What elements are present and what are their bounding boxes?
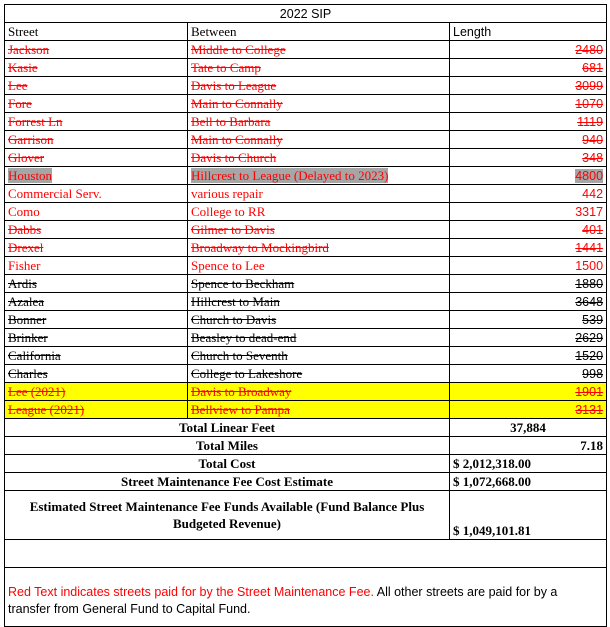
street-cell: Lee (2021): [5, 383, 188, 401]
street-cell: League (2021): [5, 401, 188, 419]
total-miles-label: Total Miles: [5, 437, 450, 455]
between-cell: Davis to Church: [188, 149, 450, 167]
between-cell: Main to Connally: [188, 95, 450, 113]
gray-highlight: 4800: [575, 168, 604, 183]
table-row: [5, 275, 607, 293]
sheet-title: 2022 SIP: [5, 5, 607, 23]
smf-estimate-value: $ 1,072,668.00: [450, 473, 607, 491]
between-cell: Davis to League: [188, 77, 450, 95]
length-cell: 1520: [450, 347, 607, 365]
total-miles-value: 7.18: [450, 437, 607, 455]
length-cell: 3648: [450, 293, 607, 311]
table-row: [5, 131, 607, 149]
table-row: [5, 95, 607, 113]
table-row: [5, 293, 607, 311]
length-cell: 998: [450, 365, 607, 383]
smf-estimate-label: Street Maintenance Fee Cost Estimate: [5, 473, 450, 491]
blank-cell: [188, 540, 450, 568]
length-cell: 401: [450, 221, 607, 239]
street-cell: Glover: [5, 149, 188, 167]
between-cell: Broadway to Mockingbird: [188, 239, 450, 257]
total-cost-label: Total Cost: [5, 455, 450, 473]
total-linear-feet-value: 37,884: [450, 419, 607, 437]
street-cell: Azalea: [5, 293, 188, 311]
length-cell: 2480: [450, 41, 607, 59]
total-cost-row: [5, 455, 607, 473]
between-cell: Tate to Camp: [188, 59, 450, 77]
funds-available-value: $ 1,049,101.81: [450, 491, 607, 540]
gray-highlight: Hillcrest to League (Delayed to 2023): [191, 167, 389, 183]
total-cost-value: $ 2,012,318.00: [450, 455, 607, 473]
between-cell: Church to Seventh: [188, 347, 450, 365]
street-cell: Ardis: [5, 275, 188, 293]
between-cell: Davis to Broadway: [188, 383, 450, 401]
between-cell: Bell to Barbara: [188, 113, 450, 131]
between-cell: Spence to Lee: [188, 257, 450, 275]
length-cell: 539: [450, 311, 607, 329]
between-cell: Beasley to dead-end: [188, 329, 450, 347]
street-cell: Commercial Serv.: [5, 185, 188, 203]
smf-estimate-row: [5, 473, 607, 491]
length-cell: 1070: [450, 95, 607, 113]
header-length: Length: [450, 23, 607, 41]
header-street: Street: [5, 23, 188, 41]
total-miles-row: [5, 437, 607, 455]
table-row: [5, 113, 607, 131]
length-cell: 681: [450, 59, 607, 77]
street-cell: Kasie: [5, 59, 188, 77]
between-cell: Bellview to Pampa: [188, 401, 450, 419]
table-row: [5, 365, 607, 383]
street-cell: Jackson: [5, 41, 188, 59]
table-row: [5, 311, 607, 329]
street-cell: Charles: [5, 365, 188, 383]
length-cell: 1901: [450, 383, 607, 401]
header-row: [5, 23, 607, 41]
street-cell: Drexel: [5, 239, 188, 257]
length-cell: 3131: [450, 401, 607, 419]
total-linear-feet-label: Total Linear Feet: [5, 419, 450, 437]
street-cell: Como: [5, 203, 188, 221]
footnote: [5, 568, 607, 627]
blank-row: [5, 540, 607, 568]
length-cell: 940: [450, 131, 607, 149]
table-row: [5, 221, 607, 239]
header-between: Between: [188, 23, 450, 41]
between-cell: College to RR: [188, 203, 450, 221]
table-row: [5, 203, 607, 221]
table-row: [5, 257, 607, 275]
between-cell: Church to Davis: [188, 311, 450, 329]
street-cell: Garrison: [5, 131, 188, 149]
street-cell: Lee: [5, 77, 188, 95]
street-cell: Dabbs: [5, 221, 188, 239]
total-linear-feet-row: [5, 419, 607, 437]
between-cell: Gilmer to Davis: [188, 221, 450, 239]
blank-cell: [5, 540, 188, 568]
length-cell: 1119: [450, 113, 607, 131]
table-row: [5, 329, 607, 347]
table-row: [5, 383, 607, 401]
length-cell: 442: [450, 185, 607, 203]
between-cell: Middle to College: [188, 41, 450, 59]
table-row: [5, 167, 607, 185]
between-cell: [188, 167, 450, 185]
sip-table: [4, 4, 607, 627]
street-cell: [5, 167, 188, 185]
between-cell: Spence to Beckham: [188, 275, 450, 293]
length-cell: [450, 167, 607, 185]
length-cell: 1500: [450, 257, 607, 275]
between-cell: various repair: [188, 185, 450, 203]
street-cell: Bonner: [5, 311, 188, 329]
between-cell: College to Lakeshore: [188, 365, 450, 383]
table-row: [5, 149, 607, 167]
length-cell: 348: [450, 149, 607, 167]
table-row: [5, 347, 607, 365]
street-cell: California: [5, 347, 188, 365]
table-row: [5, 77, 607, 95]
between-cell: Main to Connally: [188, 131, 450, 149]
length-cell: 3317: [450, 203, 607, 221]
length-cell: 2629: [450, 329, 607, 347]
length-cell: 1441: [450, 239, 607, 257]
table-row: [5, 59, 607, 77]
length-cell: 3099: [450, 77, 607, 95]
table-row: [5, 41, 607, 59]
street-cell: Fisher: [5, 257, 188, 275]
table-row: [5, 239, 607, 257]
length-cell: 1880: [450, 275, 607, 293]
footnote-red-text: Red Text indicates streets paid for by the Street Maintenance Fee.: [8, 585, 374, 599]
gray-highlight: Houston: [8, 167, 53, 183]
street-cell: Brinker: [5, 329, 188, 347]
funds-available-row: [5, 491, 607, 540]
street-cell: Fore: [5, 95, 188, 113]
title-row: [5, 5, 607, 23]
between-cell: Hillcrest to Main: [188, 293, 450, 311]
table-row: [5, 401, 607, 419]
street-cell: Forrest Ln: [5, 113, 188, 131]
note-row: [5, 568, 607, 627]
funds-available-label: Estimated Street Maintenance Fee Funds Available (Fund Balance Plus Budgeted Revenue): [5, 491, 450, 540]
footnote-black-text: All other streets are paid for by a transfer from General Fund to Capital Fund.: [8, 585, 558, 616]
table-row: [5, 185, 607, 203]
blank-cell: [450, 540, 607, 568]
